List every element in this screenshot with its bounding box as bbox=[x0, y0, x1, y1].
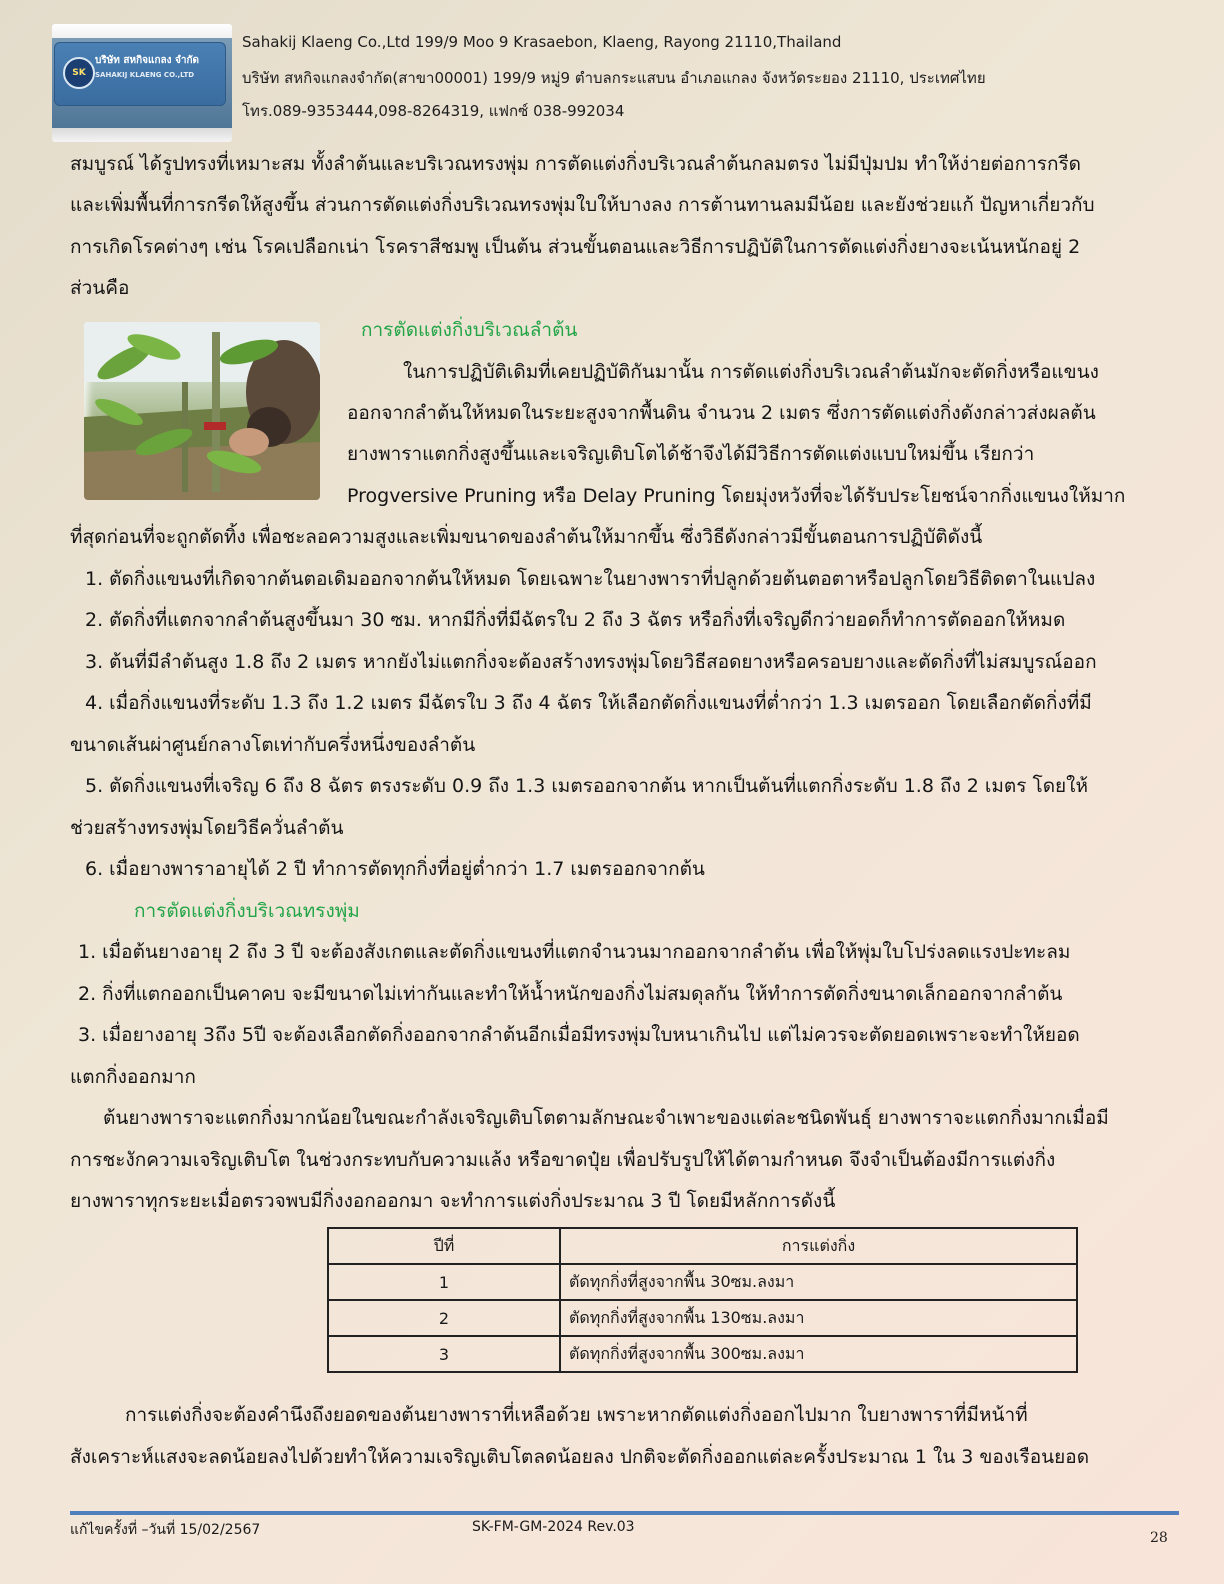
footer-rule bbox=[70, 1511, 1179, 1515]
trunk-step: 5. ตัดกิ่งแขนงที่เจริญ 6 ถึง 8 ฉัตร ตรงระดับ 0.9 ถึง 1.3 เมตรออกจากต้น หากเป็นต้นที่แตกกิ่งระดับ 1.8 ถึง 2 เมตร โดยให้ bbox=[85, 775, 1088, 797]
trunk-step: ขนาดเส้นผ่าศูนย์กลางโตเท่ากับครึ่งหนึ่งของลำต้น bbox=[70, 734, 476, 756]
trunk-line: ออกจากลำต้นให้หมดในระยะสูงจากพื้นดิน จำนวน 2 เมตร ซึ่งการตัดแต่งกิ่งดังกล่าวส่งผลต้น bbox=[347, 402, 1096, 424]
table-header-pruning: การแต่งกิ่ง bbox=[560, 1228, 1077, 1264]
trunk-step: ช่วยสร้างทรงพุ่มโดยวิธีควั่นลำต้น bbox=[70, 817, 344, 839]
photo-illustration bbox=[84, 322, 320, 500]
logo-signboard bbox=[54, 42, 226, 106]
section-heading-trunk: การตัดแต่งกิ่งบริเวณลำต้น bbox=[361, 319, 578, 341]
canopy-step: 2. กิ่งที่แตกออกเป็นคาคบ จะมีขนาดไม่เท่ากันและทำให้น้ำหนักของกิ่งไม่สมดุลกัน ให้ทำการตัดกิ่งขนาดเล็กออกจากลำต้น bbox=[78, 983, 1063, 1005]
logo-thai-name: บริษัท สหกิจแกลง จำกัด bbox=[95, 55, 200, 66]
logo-english-name: SAHAKIJ KLAENG CO.,LTD bbox=[95, 71, 195, 79]
company-logo bbox=[52, 24, 232, 142]
trunk-line: ในการปฏิบัติเดิมที่เคยปฏิบัติกันมานั้น การตัดแต่งกิ่งบริเวณลำต้นมักจะตัดกิ่งหรือแขนง bbox=[403, 361, 1099, 383]
intro-line: สมบูรณ์ ได้รูปทรงที่เหมาะสม ทั้งลำต้นและบริเวณทรงพุ่ม การตัดแต่งกิ่งบริเวณลำต้นกลมตรง ไม่มีปุ่มปม ทำให้ง่ายต่อการกรีด bbox=[70, 153, 1081, 175]
table-cell-year: 3 bbox=[328, 1336, 560, 1372]
table-cell-year: 1 bbox=[328, 1264, 560, 1300]
canopy-step: 1. เมื่อต้นยางอายุ 2 ถึง 3 ปี จะต้องสังเกตและตัดกิ่งแขนงที่แตกจำนวนมากออกจากลำต้น เพื่อให้พุ่มใบโปร่งลดแรงปะทะลม bbox=[78, 941, 1071, 963]
canopy-step: 3. เมื่อยางอายุ 3ถึง 5ปี จะต้องเลือกตัดกิ่งออกจากลำต้นอีกเมื่อมีทรงพุ่มใบหนาเกินไป แต่ไม่ควรจะตัดยอดเพราะจะทำให้ยอด bbox=[78, 1024, 1080, 1046]
pruning-schedule-table bbox=[327, 1227, 1078, 1373]
company-contact: โทร.089-9353444,098-8264319, แฟกซ์ 038-992034 bbox=[242, 102, 625, 120]
table-row bbox=[328, 1336, 1077, 1372]
intro-line: การเกิดโรคต่างๆ เช่น โรคเปลือกเน่า โรคราสีชมพู เป็นต้น ส่วนขั้นตอนและวิธีการปฏิบัติในการตัดแต่งกิ่งยางจะเน้นหนักอยู่ 2 bbox=[70, 236, 1081, 258]
canopy-paragraph-line: ต้นยางพาราจะแตกกิ่งมากน้อยในขณะกำลังเจริญเติบโตตามลักษณะจำเพาะของแต่ละชนิดพันธุ์ ยางพาราจะแตกกิ่งมากเมื่อมี bbox=[103, 1107, 1109, 1129]
trunk-step: 6. เมื่อยางพาราอายุได้ 2 ปี ทำการตัดทุกกิ่งที่อยู่ต่ำกว่า 1.7 เมตรออกจากต้น bbox=[85, 858, 705, 880]
closing-line: การแต่งกิ่งจะต้องคำนึงถึงยอดของต้นยางพาราที่เหลือด้วย เพราะหากตัดแต่งกิ่งออกไปมาก ใบยางพาราที่มีหน้าที่ bbox=[125, 1404, 1028, 1426]
table-cell-pruning: ตัดทุกกิ่งที่สูงจากพื้น 30ซม.ลงมา bbox=[560, 1264, 1077, 1300]
closing-line: สังเคราะห์แสงจะลดน้อยลงไปด้วยทำให้ความเจริญเติบโตลดน้อยลง ปกติจะตัดกิ่งออกแต่ละครั้งประมาณ 1 ใน 3 ของเรือนยอด bbox=[70, 1446, 1090, 1468]
company-address-th: บริษัท สหกิจแกลงจำกัด(สาขา00001) 199/9 หมู่9 ตำบลกระแสบน อำเภอแกลง จังหวัดระยอง 21110, ประเทศไทย bbox=[242, 69, 986, 87]
intro-line: ส่วนคือ bbox=[70, 277, 130, 299]
footer-revision: แก้ไขครั้งที่ –วันที่ 15/02/2567 bbox=[70, 1522, 261, 1538]
trunk-line: ยางพาราแตกกิ่งสูงขึ้นและเจริญเติบโตได้ช้าจึงได้มีวิธีการตัดแต่งแบบใหม่ขึ้น เรียกว่า bbox=[347, 443, 1035, 465]
canopy-step: แตกกิ่งออกมาก bbox=[70, 1066, 196, 1088]
trunk-step: 1. ตัดกิ่งแขนงที่เกิดจากต้นตอเดิมออกจากต้นให้หมด โดยเฉพาะในยางพาราที่ปลูกด้วยต้นตอตาหรือปลูกโดยวิธีติดตาในแปลง bbox=[85, 568, 1096, 590]
trunk-step: 3. ต้นที่มีลำต้นสูง 1.8 ถึง 2 เมตร หากยังไม่แตกกิ่งจะต้องสร้างทรงพุ่มโดยวิธีสอดยางหรือครอบยางและตัดกิ่งที่ไม่สมบูรณ์ออก bbox=[85, 651, 1097, 673]
table-header-row bbox=[328, 1228, 1077, 1264]
footer-doc-code: SK-FM-GM-2024 Rev.03 bbox=[472, 1519, 635, 1535]
company-address-en: Sahakij Klaeng Co.,Ltd 199/9 Moo 9 Krasaebon, Klaeng, Rayong 21110,Thailand bbox=[242, 33, 842, 51]
rubber-tree-pruning-photo bbox=[84, 322, 320, 500]
table-cell-year: 2 bbox=[328, 1300, 560, 1336]
trunk-step: 4. เมื่อกิ่งแขนงที่ระดับ 1.3 ถึง 1.2 เมตร มีฉัตรใบ 3 ถึง 4 ฉัตร ให้เลือกตัดกิ่งแขนงที่ต่ำกว่า 1.3 เมตรออก โดยเลือกตัดกิ่งที่มี bbox=[85, 692, 1092, 714]
intro-line: และเพิ่มพื้นที่การกรีดให้สูงขึ้น ส่วนการตัดแต่งกิ่งบริเวณทรงพุ่มใบให้บางลง การต้านทานลมมีน้อย และยังช่วยแก้ ปัญหาเกี่ยวกับ bbox=[70, 194, 1095, 216]
canopy-paragraph-line: การชะงักความเจริญเติบโต ในช่วงกระทบกับความแล้ง หรือขาดปุ๋ย เพื่อปรับรูปให้ได้ตามกำหนด จึงจำเป็นต้องมีการแต่งกิ่ง bbox=[70, 1149, 1056, 1171]
logo-emblem: SK bbox=[63, 57, 95, 89]
section-heading-canopy: การตัดแต่งกิ่งบริเวณทรงพุ่ม bbox=[134, 900, 360, 922]
page-number: 28 bbox=[1150, 1530, 1168, 1546]
canopy-paragraph-line: ยางพาราทุกระยะเมื่อตรวจพบมีกิ่งงอกออกมา จะทำการแต่งกิ่งประมาณ 3 ปี โดยมีหลักการดังนี้ bbox=[70, 1190, 836, 1212]
trunk-line: Progversive Pruning หรือ Delay Pruning โดยมุ่งหวังที่จะได้รับประโยชน์จากกิ่งแขนงให้มาก bbox=[347, 485, 1126, 507]
table-row bbox=[328, 1264, 1077, 1300]
table-cell-pruning: ตัดทุกกิ่งที่สูงจากพื้น 130ซม.ลงมา bbox=[560, 1300, 1077, 1336]
table-row bbox=[328, 1300, 1077, 1336]
trunk-step: 2. ตัดกิ่งที่แตกจากลำต้นสูงขึ้นมา 30 ซม. หากมีกิ่งที่มีฉัตรใบ 2 ถึง 3 ฉัตร หรือกิ่งที่เจริญดีกว่ายอดก็ทำการตัดออกให้หมด bbox=[85, 609, 1066, 631]
table-cell-pruning: ตัดทุกกิ่งที่สูงจากพื้น 300ซม.ลงมา bbox=[560, 1336, 1077, 1372]
table-header-year: ปีที่ bbox=[328, 1228, 560, 1264]
trunk-line: ที่สุดก่อนที่จะถูกตัดทิ้ง เพื่อชะลอความสูงและเพิ่มขนาดของลำต้นให้มากขึ้น ซึ่งวิธีดังกล่าวมีขั้นตอนการปฏิบัติดังนี้ bbox=[70, 526, 983, 548]
